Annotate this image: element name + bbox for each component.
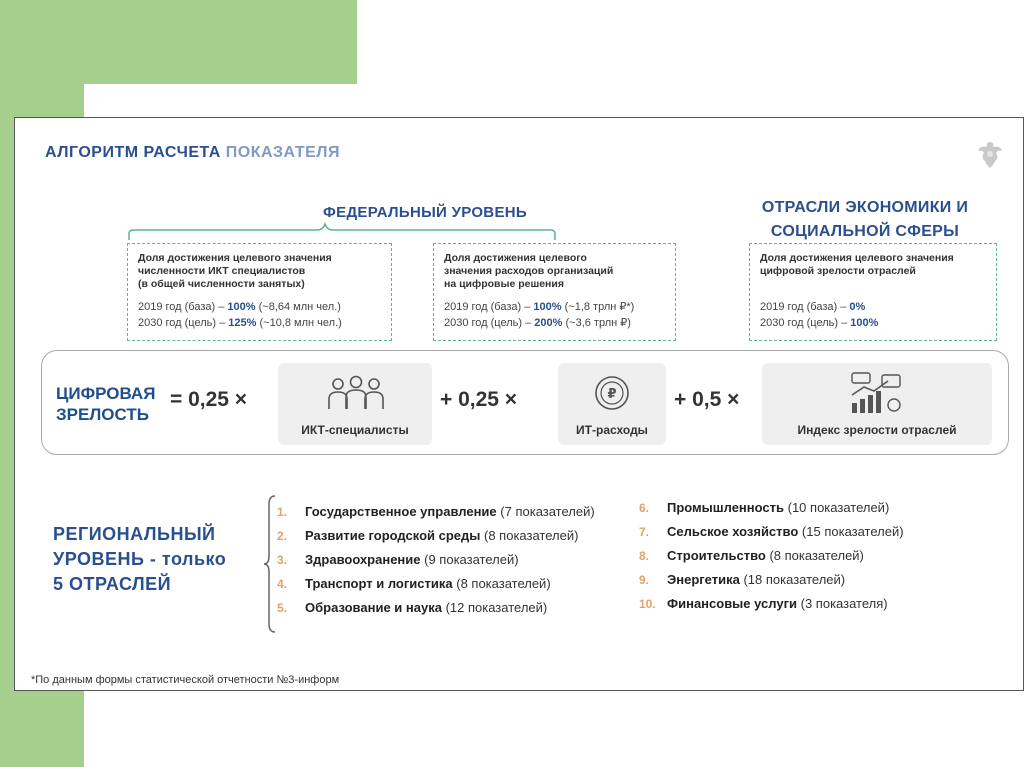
it-expenses-card <box>558 363 666 445</box>
list-item: 5. Образование и наука (12 показателей) <box>277 600 548 615</box>
box3-value-2030: 2030 год (цель) – 100% <box>760 317 879 329</box>
people-group-icon <box>324 375 388 411</box>
federal-level-heading: ФЕДЕРАЛЬНЫЙ УРОВЕНЬ <box>323 204 527 221</box>
regional-list-right <box>639 500 904 620</box>
industries-heading-line2: СОЦИАЛЬНОЙ СФЕРЫ <box>770 223 960 240</box>
box3-desc-line2: цифровой зрелости отраслей <box>760 265 916 277</box>
regional-brace <box>263 494 277 634</box>
box3-value-2019: 2019 год (база) – 0% <box>760 301 866 313</box>
box1-value-2019: 2019 год (база) – 100% (~8,64 млн чел.) <box>138 301 341 313</box>
box2-desc-line3: на цифровые решения <box>444 278 564 290</box>
box2-value-2030: 2030 год (цель) – 200% (~3,6 трлн ₽) <box>444 317 631 329</box>
box2-value-2019: 2019 год (база) – 100% (~1,8 трлн ₽*) <box>444 301 635 313</box>
industry-maturity-box <box>749 243 997 341</box>
list-item: 7. Сельское хозяйство (15 показателей) <box>639 524 904 539</box>
title-part1: АЛГОРИТМ РАСЧЕТА <box>45 144 221 161</box>
list-item: 10. Финансовые услуги (3 показателя) <box>639 596 888 611</box>
svg-text:₽: ₽ <box>607 387 617 402</box>
regional-level-title: РЕГИОНАЛЬНЫЙ УРОВЕНЬ - только 5 ОТРАСЛЕЙ <box>53 524 227 594</box>
digital-maturity-label: ЦИФРОВАЯ ЗРЕЛОСТЬ <box>56 384 156 424</box>
industries-heading <box>735 196 995 244</box>
operator-1: = 0,25 × <box>170 388 248 411</box>
industry-maturity-card <box>762 363 992 445</box>
box1-value-2030: 2030 год (цель) – 125% (~10,8 млн чел.) <box>138 317 342 329</box>
box3-desc-line1: Доля достижения целевого значения <box>760 252 954 264</box>
slide <box>14 117 1024 691</box>
formula-panel <box>41 350 1009 455</box>
eagle-emblem-icon <box>975 138 1005 170</box>
list-item: 1. Государственное управление (7 показателей) <box>277 504 595 519</box>
list-item: 2. Развитие городской среды (8 показателей) <box>277 528 579 543</box>
industry-maturity-label: Индекс зрелости отраслей <box>797 423 957 437</box>
operator-2: + 0,25 × <box>440 388 518 411</box>
list-item: 8. Строительство (8 показателей) <box>639 548 864 563</box>
operator-3: + 0,5 × <box>674 388 740 411</box>
it-expenses-label: ИТ-расходы <box>576 423 648 437</box>
ict-specialists-box <box>127 243 392 341</box>
federal-brace <box>127 222 557 242</box>
ruble-coin-icon <box>592 373 632 413</box>
list-item: 9. Энергетика (18 показателей) <box>639 572 846 587</box>
footnote: *По данным формы статистической отчетности №3-информ <box>31 674 340 686</box>
growth-chart-icon <box>848 371 906 415</box>
ict-specialists-label: ИКТ-специалисты <box>301 423 409 437</box>
list-item: 6. Промышленность (10 показателей) <box>639 500 890 515</box>
ict-specialists-card <box>278 363 432 445</box>
box1-desc-line1: Доля достижения целевого значения <box>138 252 332 264</box>
box1-desc-line2: численности ИКТ специалистов <box>138 265 306 277</box>
box1-desc-line3: (в общей численности занятых) <box>138 278 305 290</box>
industries-heading-line1: ОТРАСЛИ ЭКОНОМИКИ И <box>761 199 969 216</box>
regional-list-left <box>277 504 595 624</box>
slide-title <box>45 144 340 162</box>
title-part2: ПОКАЗАТЕЛЯ <box>225 144 340 161</box>
box2-desc-line2: значения расходов организаций <box>444 265 614 277</box>
list-item: 3. Здравоохранение (9 показателей) <box>277 552 519 567</box>
it-expenses-box <box>433 243 676 341</box>
box2-desc-line1: Доля достижения целевого <box>444 252 587 264</box>
list-item: 4. Транспорт и логистика (8 показателей) <box>277 576 551 591</box>
